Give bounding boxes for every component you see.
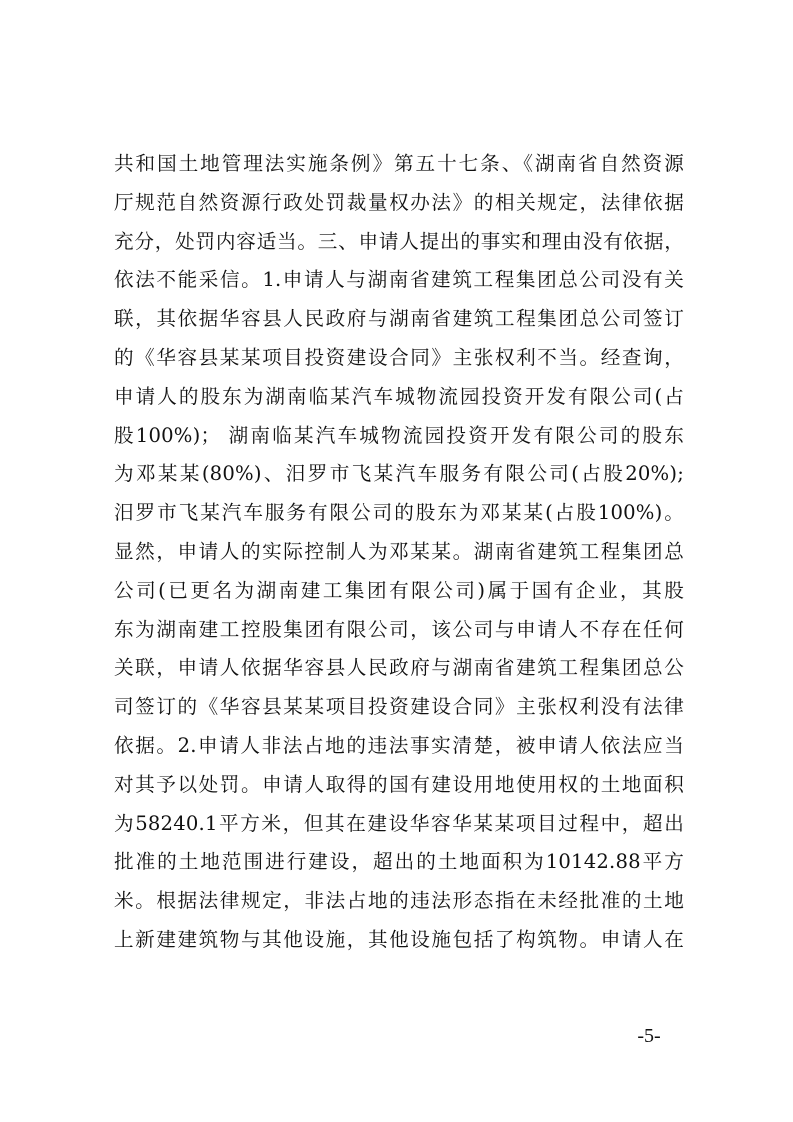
text-line: 米。根据法律规定，非法占地的违法形态指在未经批准的土地: [114, 889, 684, 913]
text-line: 厅规范自然资源行政处罚裁量权办法》的相关规定，法律依据: [114, 190, 684, 214]
text-line: 显然，申请人的实际控制人为邓某某。湖南省建筑工程集团总: [114, 539, 684, 563]
text-line: 依法不能采信。1.申请人与湖南省建筑工程集团总公司没有关: [114, 268, 684, 292]
text-line: 为58240.1平方米，但其在建设华容华某某项目过程中，超出: [114, 811, 684, 835]
text-line: 公司(已更名为湖南建工集团有限公司)属于国有企业，其股: [114, 578, 684, 602]
text-line: 对其予以处罚。申请人取得的国有建设用地使用权的土地面积: [114, 772, 684, 796]
text-line: 关联，申请人依据华容县人民政府与湖南省建筑工程集团总公: [114, 656, 684, 680]
text-line: 批准的土地范围进行建设，超出的土地面积为10142.88平方: [114, 850, 684, 874]
body-text: [114, 145, 684, 960]
text-line: 上新建建筑物与其他设施，其他设施包括了构筑物。申请人在: [114, 927, 684, 951]
text-line: 的《华容县某某项目投资建设合同》主张权利不当。经查询，: [114, 345, 684, 369]
text-line: 股100%)； 湖南临某汽车城物流园投资开发有限公司的股东: [114, 423, 684, 447]
text-line: 依据。2.申请人非法占地的违法事实清楚，被申请人依法应当: [114, 733, 684, 757]
text-line: 为邓某某(80%)、汨罗市飞某汽车服务有限公司(占股20%);: [114, 462, 684, 486]
text-line: 共和国土地管理法实施条例》第五十七条、《湖南省自然资源: [114, 152, 684, 175]
text-line: 汨罗市飞某汽车服务有限公司的股东为邓某某(占股100%)。: [114, 501, 684, 525]
text-line: 司签订的《华容县某某项目投资建设合同》主张权利没有法律: [114, 695, 684, 719]
text-line: 联，其依据华容县人民政府与湖南省建筑工程集团总公司签订: [114, 307, 684, 331]
text-line: 东为湖南建工控股集团有限公司，该公司与申请人不存在任何: [114, 617, 684, 641]
text-line: 申请人的股东为湖南临某汽车城物流园投资开发有限公司(占: [114, 384, 684, 408]
page-number: -5-: [637, 1025, 661, 1047]
text-line: 充分，处罚内容适当。三、申请人提出的事实和理由没有依据，: [114, 229, 684, 253]
